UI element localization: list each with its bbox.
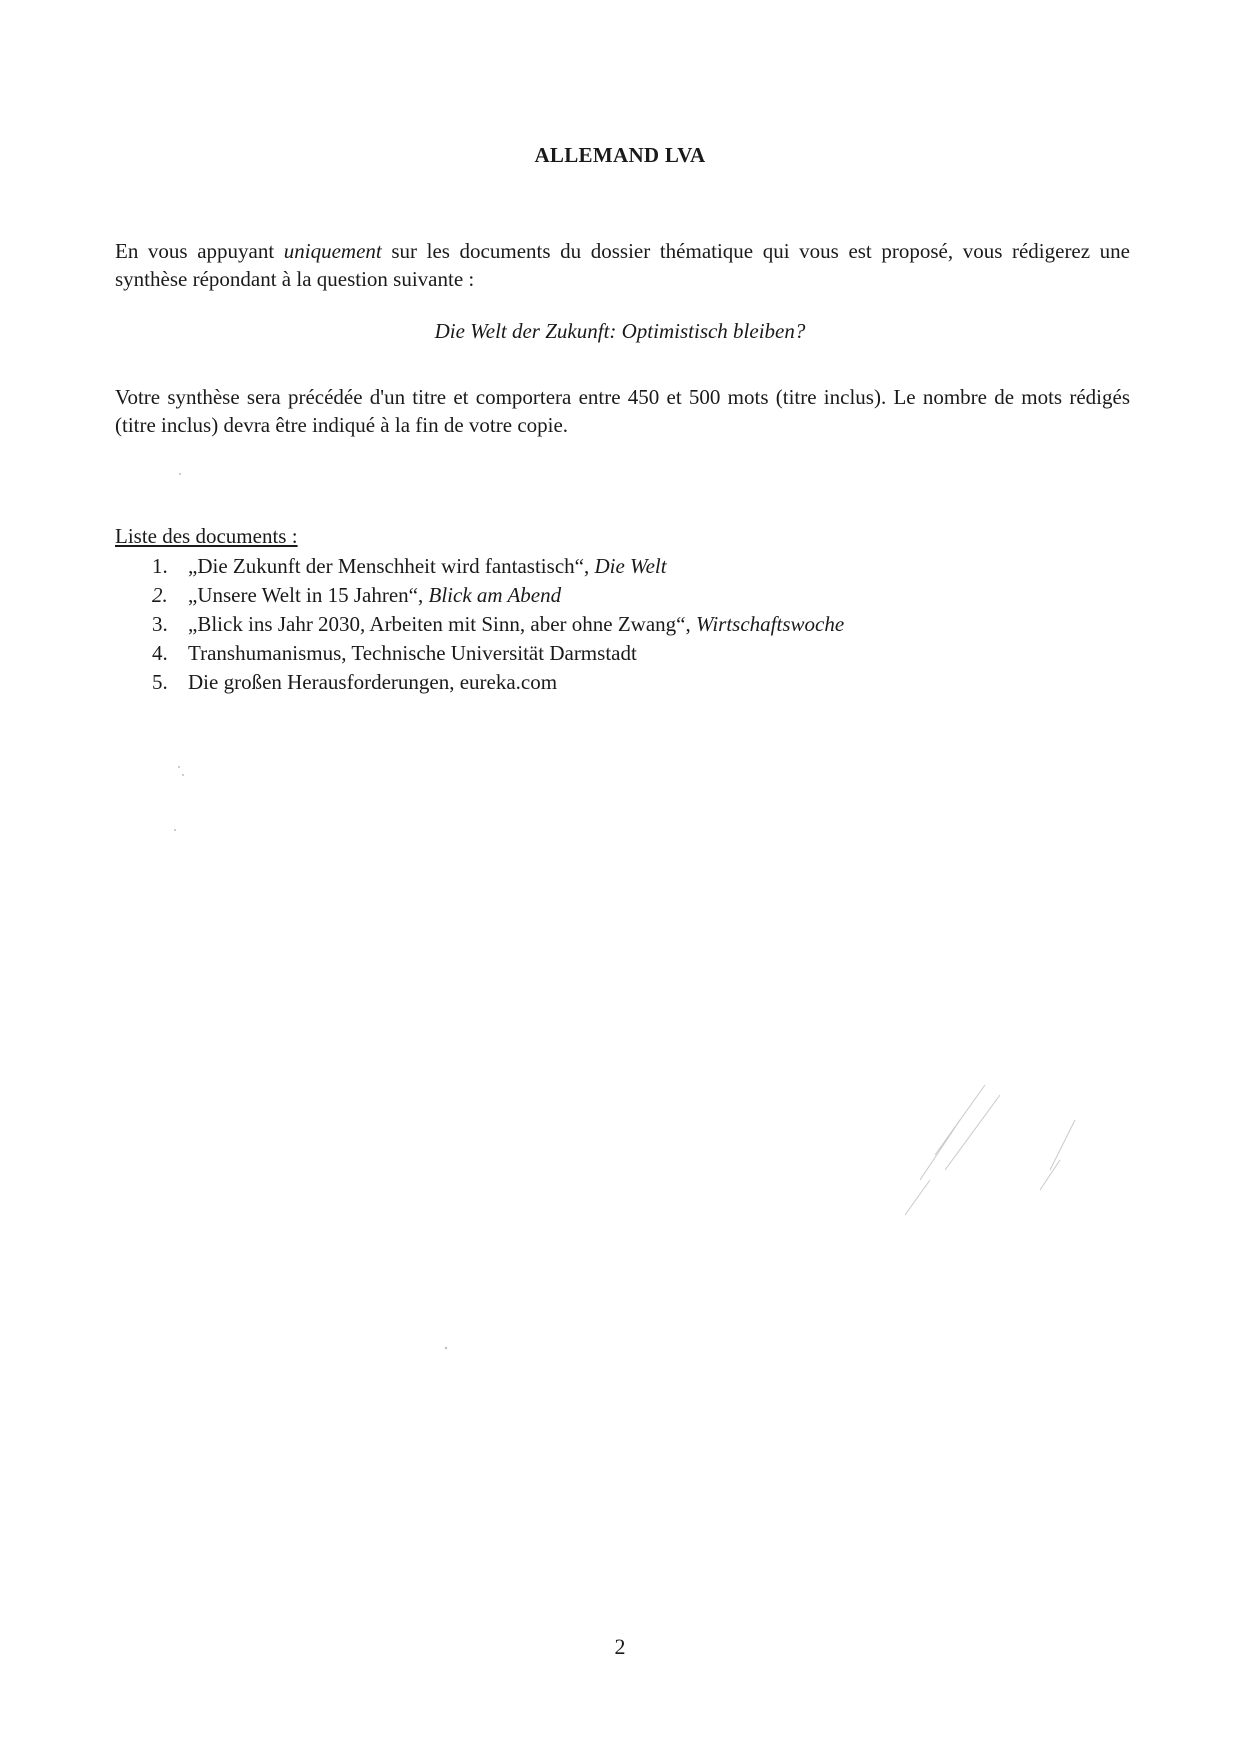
- document-list: [152, 552, 844, 697]
- list-item-text: „Die Zukunft der Menschheit wird fantastisch“,: [188, 554, 595, 578]
- list-item-number: 1.: [152, 554, 168, 578]
- list-item-text: „Blick ins Jahr 2030, Arbeiten mit Sinn, aber ohne Zwang“,: [188, 612, 696, 636]
- document-title: ALLEMAND LVA: [534, 143, 706, 167]
- page-number: 2: [614, 1634, 626, 1659]
- list-item-text: Die großen Herausforderungen, eureka.com: [188, 670, 558, 694]
- list-item: [152, 581, 844, 610]
- list-item-number: 3.: [152, 612, 168, 636]
- list-item-number: 2.: [152, 583, 168, 607]
- intro-paragraph: [115, 237, 1130, 293]
- list-item-text: „Unsere Welt in 15 Jahren“,: [188, 583, 429, 607]
- list-item-title: [188, 610, 844, 639]
- list-item: [152, 668, 844, 697]
- list-item: [152, 639, 844, 668]
- list-item-source: Wirtschaftswoche: [695, 612, 845, 636]
- instructions-paragraph: Votre synthèse sera précédée d'un titre et comportera entre 450 et 500 mots (titre inclus). Le nombre de mots rédigés (titre inclus) devra être indiqué à la fin de votre copie.: [115, 385, 1130, 437]
- document-list-heading: [115, 524, 298, 549]
- intro-text-start: En vous appuyant: [115, 239, 284, 263]
- list-item-text: Transhumanismus, Technische Universität Darmstadt: [188, 641, 637, 665]
- list-item-title: [188, 639, 637, 668]
- intro-text-end: sur les documents du dossier thématique qui vous est proposé, vous rédigerez une synthèse répondant à la question suivante :: [115, 239, 1130, 291]
- list-item-title: [188, 668, 557, 697]
- list-heading-label: Liste des documents: [115, 524, 287, 548]
- list-item-number: 4.: [152, 641, 168, 665]
- list-item: [152, 610, 844, 639]
- list-heading-colon: :: [286, 524, 298, 548]
- synthesis-question: Die Welt der Zukunft: Optimistisch bleiben?: [434, 319, 806, 343]
- list-item-source: Die Welt: [594, 554, 667, 578]
- intro-emphasis: uniquement: [283, 239, 382, 263]
- list-item-source: Blick am Abend: [428, 583, 562, 607]
- list-item: [152, 552, 844, 581]
- list-item-title: [188, 581, 561, 610]
- list-item-number: 5.: [152, 670, 168, 694]
- list-item-title: [188, 552, 667, 581]
